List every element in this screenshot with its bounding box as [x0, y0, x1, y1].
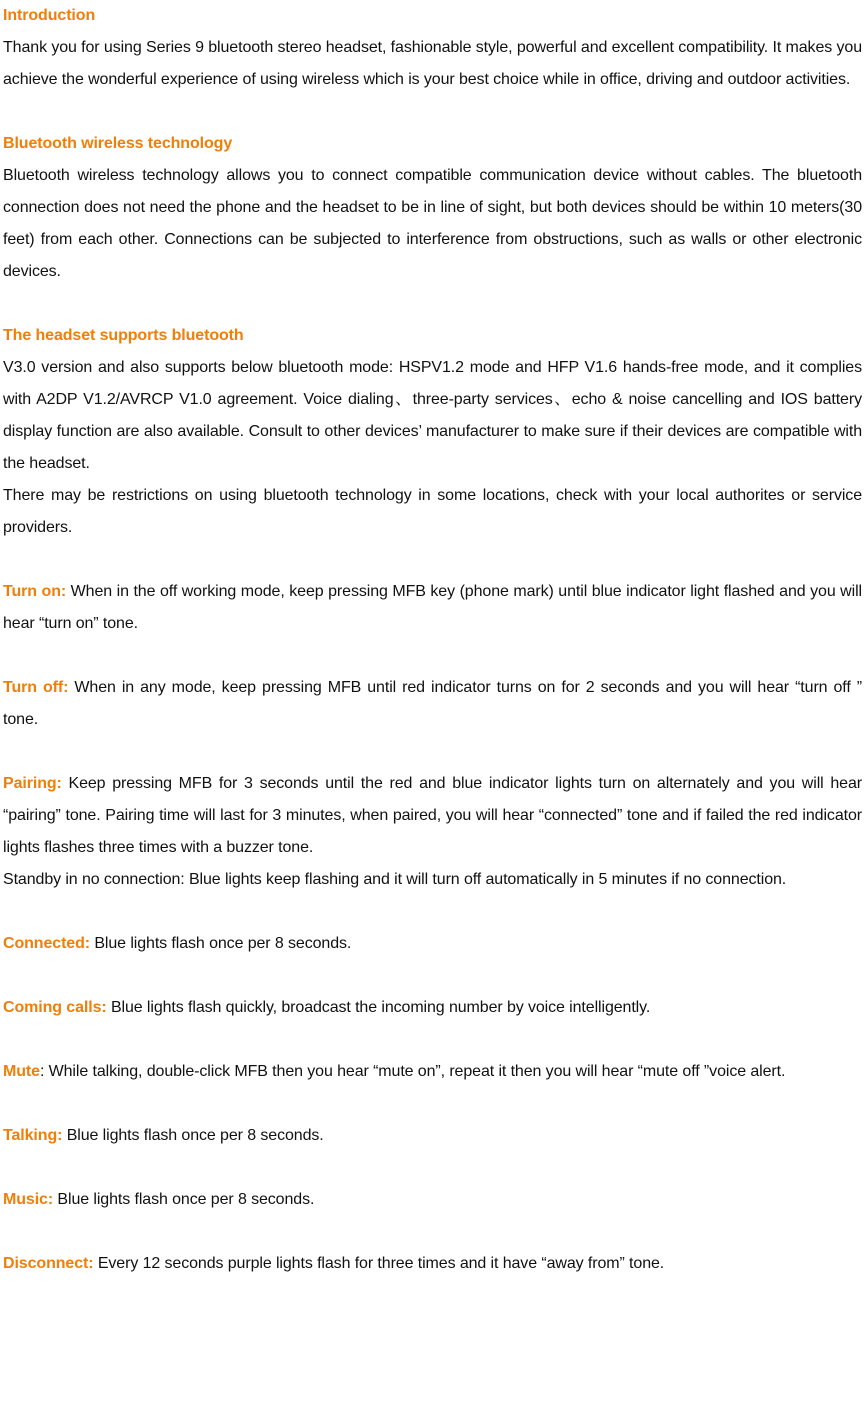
supports-heading: The headset supports bluetooth: [3, 327, 244, 344]
coming-calls-paragraph: [3, 992, 862, 1024]
music-label: Music:: [3, 1191, 54, 1208]
turn-off-paragraph: [3, 672, 862, 736]
connected-label: Connected:: [3, 935, 91, 952]
spacer: [3, 1216, 862, 1248]
talking-paragraph: [3, 1120, 862, 1152]
spacer: [3, 544, 862, 576]
spacer: [3, 960, 862, 992]
connected-paragraph: [3, 928, 862, 960]
coming-calls-label: Coming calls:: [3, 999, 107, 1016]
disconnect-label: Disconnect:: [3, 1255, 94, 1272]
intro-heading: Introduction: [3, 7, 96, 24]
bt-tech-body: Bluetooth wireless technology allows you to connect compatible communication device without cables. The bluetooth connection does not need the phone and the headset to be in line of sight, but both devices should be within 10 meters(30 feet) from each other. Connections can be subjected to interference from obstructions, such as walls or other electronic devices.: [3, 167, 862, 280]
spacer: [3, 288, 862, 320]
turn-off-text: When in any mode, keep pressing MFB until red indicator turns on for 2 seconds and you will hear “turn off ” tone.: [3, 679, 862, 728]
standby-paragraph: Standby in no connection: Blue lights keep flashing and it will turn off automatically in 5 minutes if no connection.: [3, 871, 787, 888]
disconnect-text: Every 12 seconds purple lights flash for three times and it have “away from” tone.: [93, 1255, 665, 1272]
pairing-paragraph: [3, 768, 862, 864]
spacer: [3, 1152, 862, 1184]
coming-calls-text: Blue lights flash quickly, broadcast the incoming number by voice intelligently.: [106, 999, 651, 1016]
mute-paragraph: [3, 1056, 862, 1088]
spacer: [3, 1088, 862, 1120]
disconnect-paragraph: [3, 1248, 862, 1280]
music-paragraph: [3, 1184, 862, 1216]
talking-text: Blue lights flash once per 8 seconds.: [62, 1127, 324, 1144]
mute-text: : While talking, double-click MFB then you hear “mute on”, repeat it then you will hear “mute off ”voice alert.: [39, 1063, 786, 1080]
turn-on-label: Turn on:: [3, 583, 67, 600]
spacer: [3, 640, 862, 672]
spacer: [3, 1024, 862, 1056]
mute-label: Mute: [3, 1063, 40, 1080]
turn-on-paragraph: [3, 576, 862, 640]
turn-off-label: Turn off:: [3, 679, 69, 696]
spacer: [3, 96, 862, 128]
talking-label: Talking:: [3, 1127, 63, 1144]
spacer: [3, 736, 862, 768]
connected-text: Blue lights flash once per 8 seconds.: [90, 935, 352, 952]
pairing-text: Keep pressing MFB for 3 seconds until the red and blue indicator lights turn on alternately and you will hear “pairing” tone. Pairing time will last for 3 minutes, when paired, you will hear “connected” tone and if failed the red indicator lights flashes three times with a buzzer tone.: [3, 775, 862, 856]
music-text: Blue lights flash once per 8 seconds.: [53, 1191, 315, 1208]
spacer: [3, 896, 862, 928]
pairing-label: Pairing:: [3, 775, 62, 792]
supports-body-restrictions: There may be restrictions on using bluetooth technology in some locations, check with your local authorites or service providers.: [3, 487, 862, 536]
turn-on-text: When in the off working mode, keep pressing MFB key (phone mark) until blue indicator light flashed and you will hear “turn on” tone.: [3, 583, 862, 632]
bt-tech-heading: Bluetooth wireless technology: [3, 135, 233, 152]
intro-body: Thank you for using Series 9 bluetooth stereo headset, fashionable style, powerful and excellent compatibility. It makes you achieve the wonderful experience of using wireless which is your best choice while in office, driving and outdoor activities.: [3, 39, 862, 88]
supports-body: V3.0 version and also supports below bluetooth mode: HSPV1.2 mode and HFP V1.6 hands-free mode, and it complies with A2DP V1.2/AVRCP V1.0 agreement. Voice dialing、three-party services、echo & noise cancelling and IOS battery display function are also available. Consult to other devices’ manufacturer to make sure if their devices are compatible with the headset.: [3, 359, 862, 472]
